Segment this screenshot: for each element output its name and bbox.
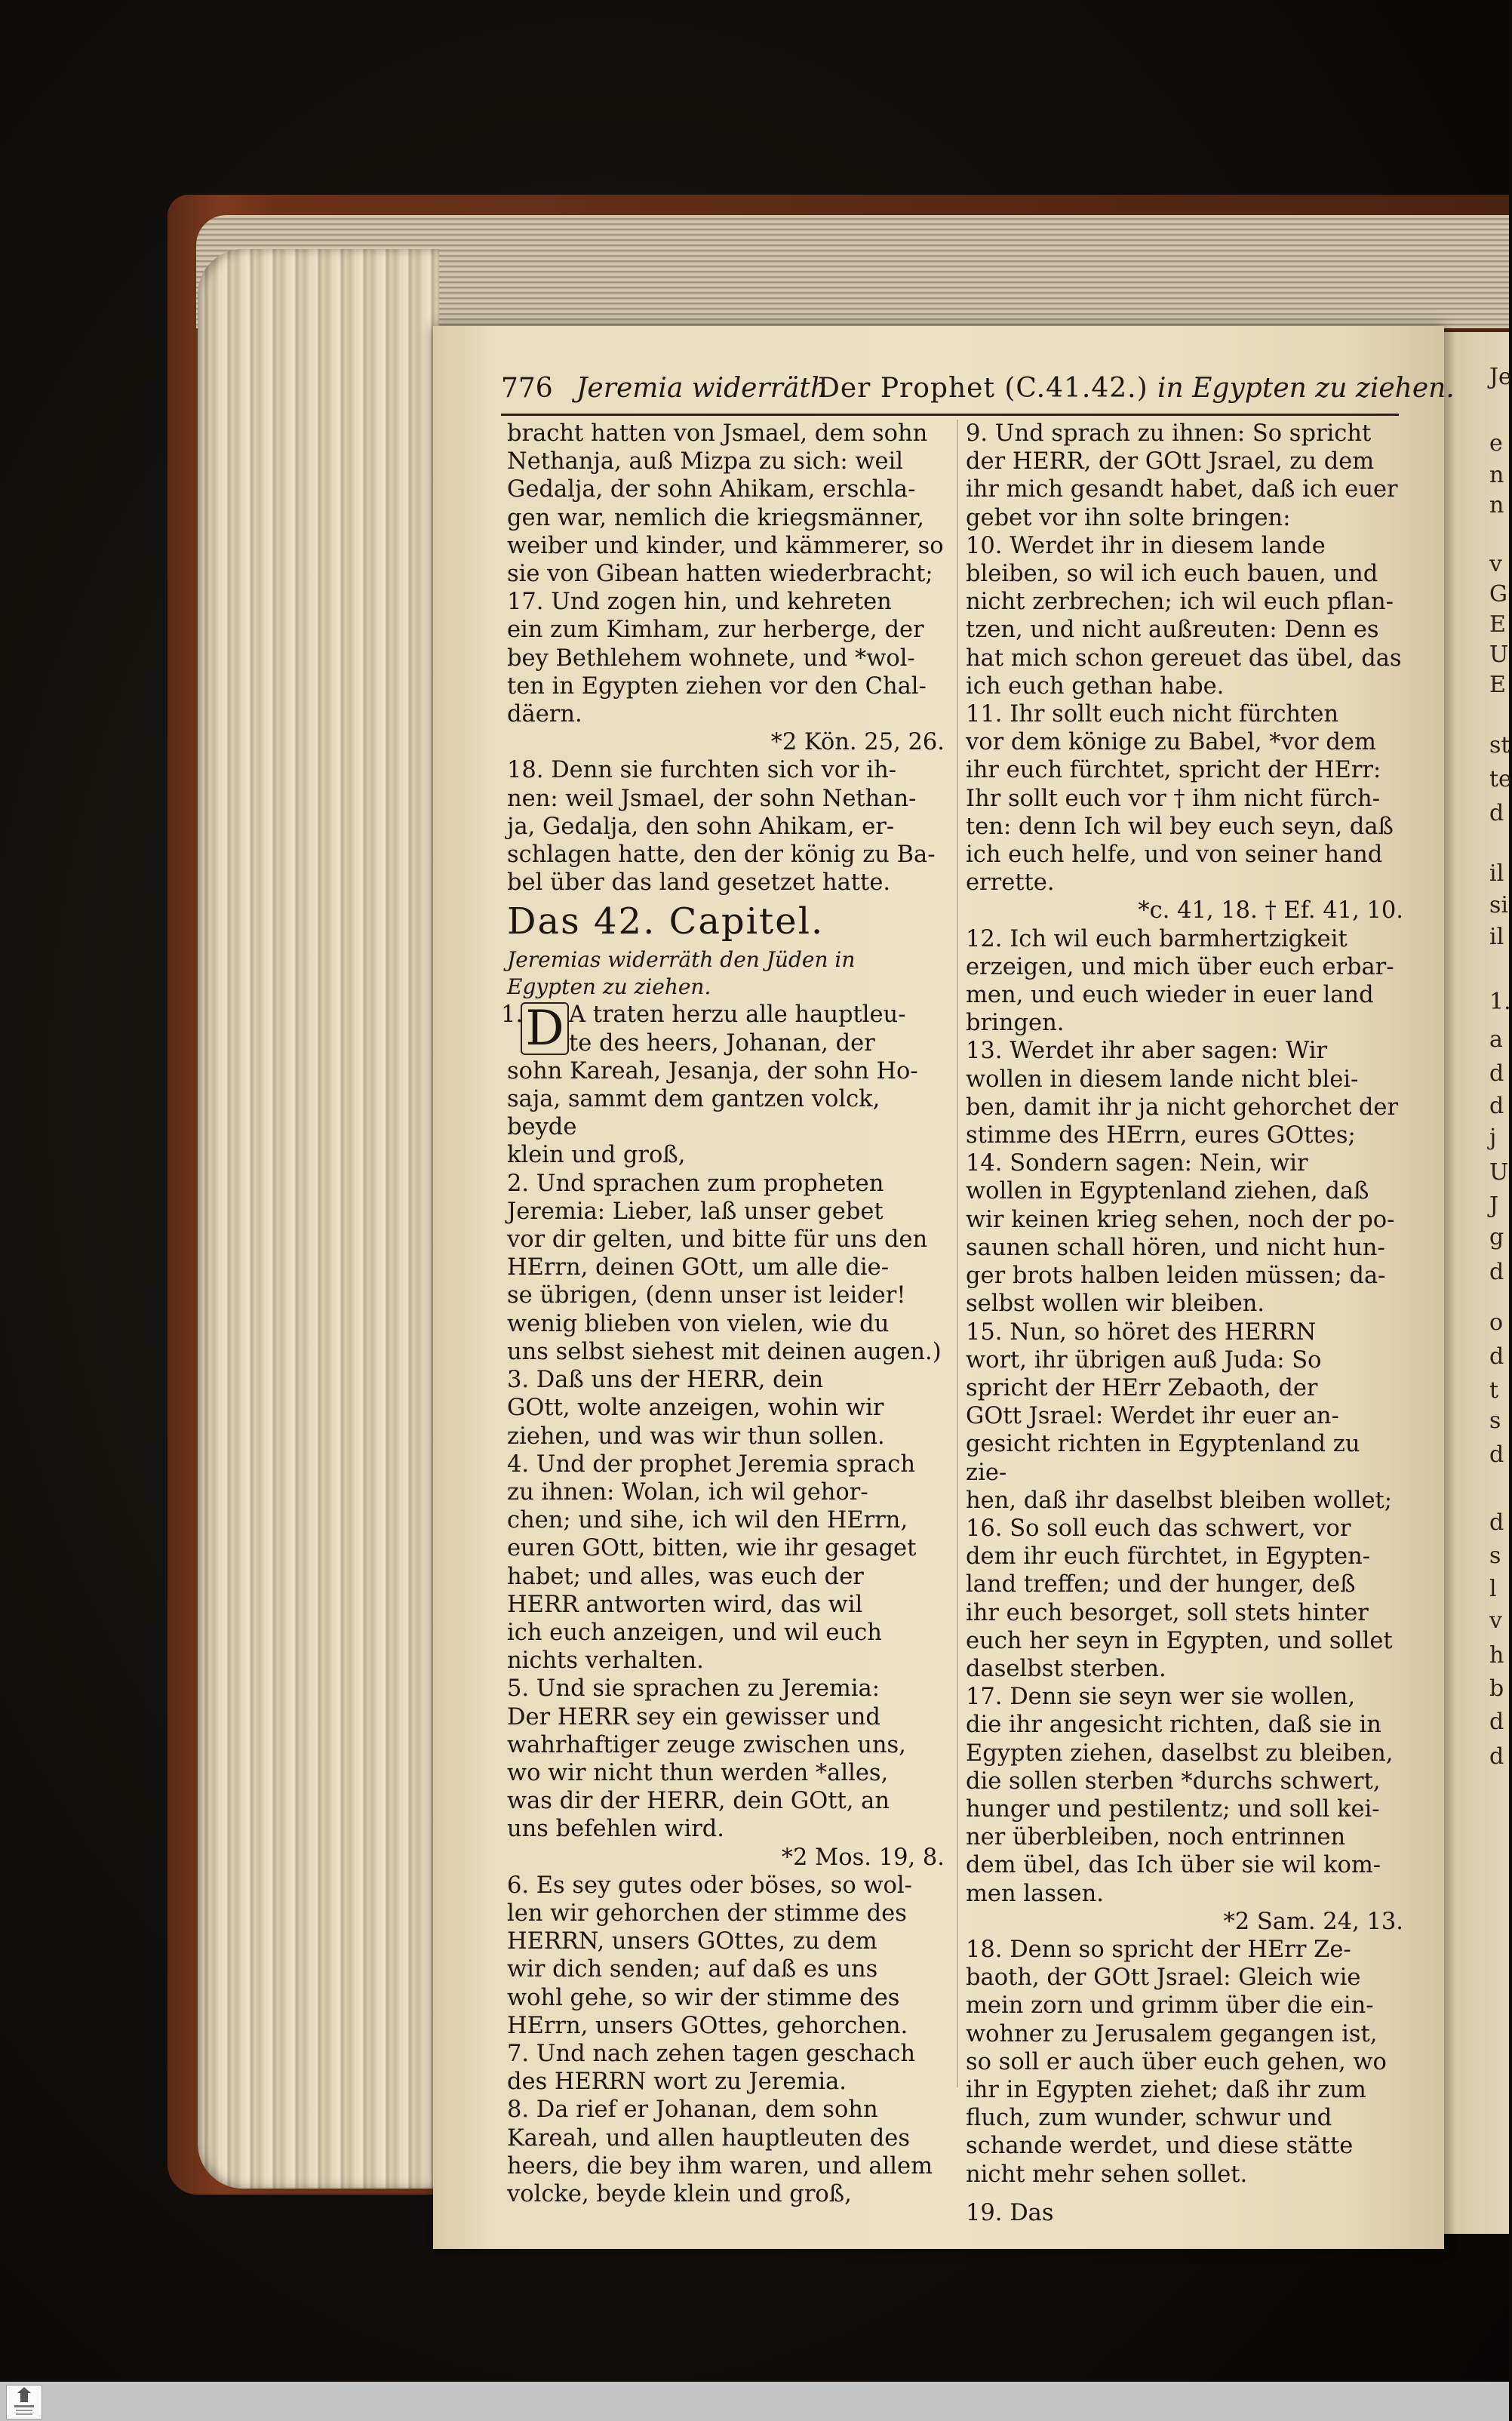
next-page-text-fragment: st — [1489, 732, 1510, 758]
cross-reference: *c. 41, 18. † Ef. 41, 10. — [1138, 897, 1403, 924]
next-page-text-fragment: d — [1489, 800, 1504, 826]
verse-14: 14. Sondern sagen: Nein, wir wollen in Egyptenland ziehen, daß wir keinen krieg sehen, noch der po- saunen schall hören, und nicht hun- ger brots halben leiden müssen; da- selbst wollen wir bleiben. — [966, 1150, 1395, 1318]
next-page-text-fragment: si — [1489, 892, 1508, 918]
chapter-title: Das 42. Capitel. — [507, 900, 825, 943]
verse-6: 6. Es sey gutes oder böses, so wol- len wir gehorchen der stimme des HERRN, unsers GOttes, zu dem wir dich senden; auf daß es uns wohl gehe, so wir der stimme des HErrn, unsers GOttes, gehorchen. — [507, 1872, 912, 2039]
verse-12: 12. Ich wil euch barmhertzigkeit erzeigen, und mich über euch erbar- men, und euch wieder in euer land bringen. — [966, 925, 1394, 1037]
next-page-text-fragment: U — [1489, 1159, 1509, 1186]
cross-reference: *2 Mos. 19, 8. — [781, 1844, 945, 1871]
next-page-text-fragment: U — [1489, 641, 1509, 668]
next-page-text-fragment: s — [1489, 1407, 1501, 1434]
next-page-text-fragment: J — [1489, 1192, 1499, 1219]
verse-1-rest: sohn Kareah, Jesanja, der sohn Ho- saja, sammt dem gantzen volck, beyde klein und groß, — [507, 1057, 918, 1169]
next-page-text-fragment: n — [1489, 462, 1504, 488]
column-divider — [957, 420, 958, 2087]
next-page-text-fragment: a — [1489, 1026, 1503, 1053]
verse-1-first-lines: A traten herzu alle hauptleu- te des heers, Johanan, der — [569, 1001, 906, 1057]
verse-18: 18. Denn sie furchten sich vor ih- nen: weil Jsmael, der sohn Nethan- ja, Gedalja, den sohn Ahikam, er- schlagen hatte, den der könig zu Ba- bel über das land gesetzet hatte. — [507, 757, 936, 897]
page-number: 776 — [501, 373, 553, 404]
next-page-text-fragment: j — [1489, 1124, 1497, 1151]
next-page-text-fragment: d — [1489, 1743, 1504, 1770]
next-page-text-fragment: E — [1489, 611, 1506, 638]
verse-2: 2. Und sprachen zum propheten Jeremia: Lieber, laß unser gebet vor dir gelten, und bitte für uns den HErrn, deinen GOtt, um alle die- se übrigen, (denn unser ist leider! wenig blieben von vielen, wie du uns selbst siehest mit deinen augen.) — [507, 1170, 942, 1365]
verse-11: 11. Ihr sollt euch nicht fürchten vor dem könige zu Babel, *vor dem ihr euch fürchtet, spricht der HErr: Ihr sollt euch vor † ihm nicht fürch- ten: denn Ich wil bey euch seyn, daß ich euch helfe, und von seiner hand errette. — [966, 701, 1394, 897]
next-page-text-fragment: v — [1489, 551, 1502, 577]
verse-16: 16. So soll euch das schwert, vor dem ihr euch fürchtet, in Egypten- land treffen; und der hunger, deß ihr euch besorget, soll stets hinter euch her seyn in Egypten, und sollet daselbst sterben. — [966, 1515, 1393, 1682]
next-page-text-fragment: Je — [1489, 364, 1512, 390]
verse-continuation: bracht hatten von Jsmael, dem sohn Nethanja, auß Mizpa zu sich: weil Gedalja, der sohn Ahikam, erschla- gen war, nemlich die kriegsmänner, weiber und kinder, und kämmerer, so sie von Gibean hatten wiederbracht; — [507, 420, 944, 588]
next-page-text-fragment: g — [1489, 1224, 1504, 1250]
verse-13: 13. Werdet ihr aber sagen: Wir wollen in diesem lande nicht blei- ben, damit ihr ja nicht gehorchet der stimme des HErrn, eures GOttes; — [966, 1038, 1399, 1149]
next-page-text-fragment: d — [1489, 1441, 1504, 1468]
next-page-text-fragment: te — [1489, 766, 1512, 792]
next-page-text-fragment: d — [1489, 1259, 1504, 1285]
verse-1-opening — [501, 1001, 945, 1057]
next-page-text-fragment: n — [1489, 492, 1504, 518]
left-column — [501, 420, 945, 2208]
next-page-text-fragment: d — [1489, 1709, 1504, 1735]
next-page-text-fragment: h — [1489, 1642, 1504, 1669]
next-page-text-fragment: G — [1489, 581, 1507, 608]
next-page-text-fragment: s — [1489, 1543, 1501, 1569]
next-page-text-fragment: e — [1489, 430, 1503, 457]
next-page-text-fragment: d — [1489, 1060, 1504, 1087]
verse-18: 18. Denn so spricht der HErr Ze- baoth, der GOtt Jsrael: Gleich wie mein zorn und grimm über die ein- wohner zu Jerusalem gegangen ist, so soll er auch über euch gehen, wo ihr in Egypten ziehet; daß ihr zum fluch, zum wunder, schwur und schande werdet, und diese stätte nicht mehr sehen sollet. — [966, 1936, 1387, 2188]
next-page-text-fragment: d — [1489, 1343, 1504, 1370]
viewer-footer-strip — [0, 2382, 1509, 2421]
next-page-text-fragment: il — [1489, 924, 1504, 950]
catchword: 19. Das — [966, 2199, 1054, 2226]
next-page-text-fragment: d — [1489, 1509, 1504, 1536]
verse-5: 5. Und sie sprachen zu Jeremia: Der HERR sey ein gewisser und wahrhaftiger zeuge zwischen uns, wo wir nicht thun werden *alles, was dir der HERR, dein GOtt, an uns befehlen wird. — [507, 1675, 906, 1843]
next-page-text-fragment: 1. — [1489, 989, 1511, 1015]
running-head-center: Der Prophet (C.41.42.) — [818, 373, 1148, 404]
next-page-fragment — [1444, 332, 1512, 2234]
verse-8: 8. Da rief er Johanan, dem sohn Kareah, und allen hauptleuten des heers, die bey ihm waren, und allem volcke, beyde klein und groß, — [507, 2096, 933, 2207]
next-page-text-fragment: o — [1489, 1309, 1504, 1336]
verse-number: 1. — [501, 1001, 524, 1029]
running-head — [501, 371, 1455, 416]
verse-7: 7. Und nach zehen tagen geschach des HERRN wort zu Jeremia. — [507, 2040, 915, 2096]
cross-reference: *2 Sam. 24, 13. — [1223, 1908, 1403, 1935]
next-page-text-fragment: d — [1489, 1093, 1504, 1119]
library-logo-icon — [6, 2385, 42, 2419]
drop-cap-initial: D — [521, 1002, 569, 1055]
verse-4: 4. Und der prophet Jeremia sprach zu ihnen: Wolan, ich wil gehor- chen; und sihe, ich wil den HErrn, euren GOtt, bitten, wie ihr gesaget habet; und alles, was euch der HERR antworten wird, das wil ich euch anzeigen, und wil euch nichts verhalten. — [507, 1450, 917, 1675]
running-head-left: Jeremia widerräth — [576, 373, 828, 404]
next-page-text-fragment: l — [1489, 1576, 1497, 1602]
verse-10: 10. Werdet ihr in diesem lande bleiben, so wil ich euch bauen, und nicht zerbrechen; ich wil euch pflan- tzen, und nicht außreuten: Denn es hat mich schon gereuet das übel, das ich euch gethan habe. — [966, 532, 1402, 700]
running-head-right: in Egypten zu ziehen. — [1157, 373, 1455, 404]
next-page-text-fragment: b — [1489, 1675, 1504, 1702]
right-column — [966, 420, 1403, 2227]
next-page-text-fragment: E — [1489, 672, 1506, 698]
chapter-summary: Jeremias widerräth den Jüden in Egypten zu ziehen. — [507, 947, 856, 1000]
next-page-text-fragment: il — [1489, 860, 1504, 887]
verse-17: 17. Und zogen hin, und kehreten ein zum Kimham, zur herberge, der bey Bethlehem wohnete, und *wol- ten in Egypten ziehen vor den Chal- däern. — [507, 589, 927, 728]
next-page-text-fragment: v — [1489, 1607, 1502, 1634]
verse-9: 9. Und sprach zu ihnen: So spricht der HERR, der GOtt Jsrael, zu dem ihr mich gesandt habet, daß ich euer gebet vor ihn solte bringen: — [966, 420, 1398, 531]
next-page-text-fragment: t — [1489, 1377, 1499, 1404]
page-stack-left-edge — [198, 249, 439, 2189]
cross-reference: *2 Kön. 25, 26. — [770, 729, 945, 756]
verse-3: 3. Daß uns der HERR, dein GOtt, wolte anzeigen, wohin wir ziehen, und was wir thun sollen. — [507, 1367, 885, 1450]
verse-15: 15. Nun, so höret des HERRN wort, ihr übrigen auß Juda: So spricht der HErr Zebaoth, der GOtt Jsrael: Werdet ihr euer an- gesicht richten in Egyptenland zu zie- hen, daß ihr daselbst bleiben wollet; — [966, 1318, 1393, 1514]
verse-17: 17. Denn sie seyn wer sie wollen, die ihr angesicht richten, daß sie in Egypten ziehen, daselbst zu bleiben, die sollen sterben *durchs schwert, hunger und pestilentz; und soll kei- ner überbleiben, noch entrinnen dem übel, das Ich über sie wil kom- men lassen. — [966, 1684, 1394, 1907]
